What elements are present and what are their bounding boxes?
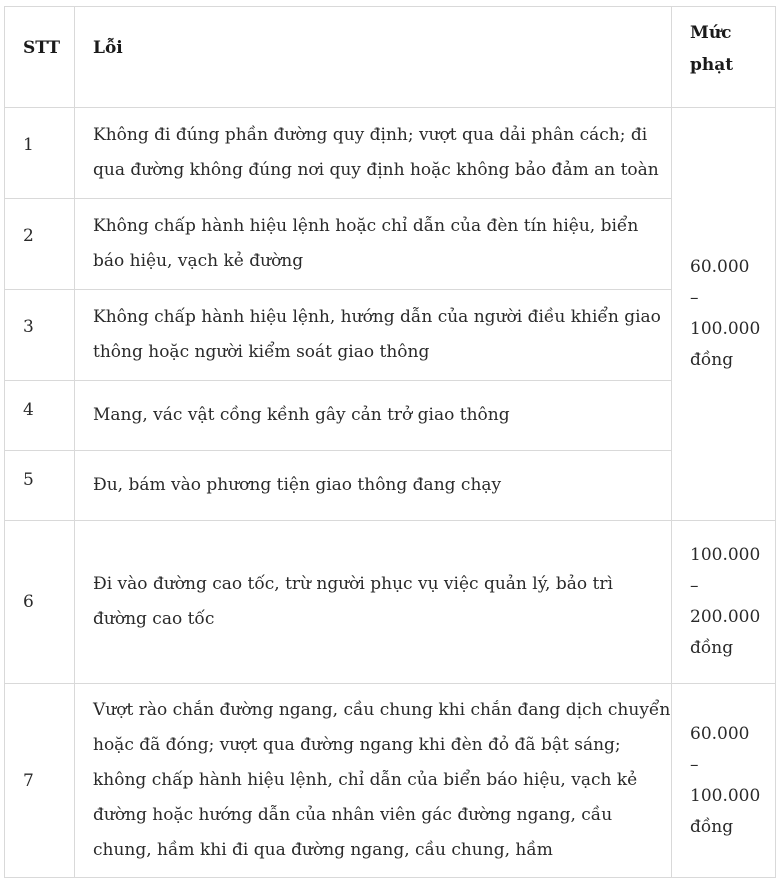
table-row xyxy=(5,290,776,381)
row-fine-group xyxy=(672,108,776,521)
row-loi-line: không chấp hành hiệu lệnh, chỉ dẫn của biển báo hiệu, vạch kẻ xyxy=(93,770,638,790)
table-row xyxy=(5,381,776,451)
fine-line: 60.000 xyxy=(690,257,750,277)
row-loi xyxy=(75,108,672,199)
fine-line: đồng xyxy=(690,816,734,837)
fine-line: 100.000 xyxy=(690,545,761,565)
row-loi xyxy=(75,451,672,521)
row-loi-line: Đu, bám vào phương tiện giao thông đang chạy xyxy=(93,475,502,495)
row-loi xyxy=(75,199,672,290)
row-loi-line: Đi vào đường cao tốc, trừ người phục vụ việc quản lý, bảo trì xyxy=(93,574,613,594)
row-stt: 3 xyxy=(5,290,75,381)
fine-line: 100.000 xyxy=(690,785,761,806)
fine-line: 200.000 xyxy=(690,607,761,627)
row-loi-line: hoặc đã đóng; vượt qua đường ngang khi đèn đỏ đã bật sáng; xyxy=(93,735,621,755)
row-loi-line: đường cao tốc xyxy=(93,609,215,629)
fine-line: 100.000 xyxy=(690,319,761,339)
row-stt: 6 xyxy=(5,521,75,684)
row-stt: 2 xyxy=(5,199,75,290)
fine-line: – xyxy=(690,288,699,308)
fine-line: – xyxy=(690,754,699,775)
row-stt: 7 xyxy=(5,684,75,878)
row-loi-line: chung, hầm khi đi qua đường ngang, cầu chung, hầm xyxy=(93,840,553,860)
fine-line: đồng xyxy=(690,350,734,370)
table-row xyxy=(5,199,776,290)
row-loi xyxy=(75,381,672,451)
row-loi-line: báo hiệu, vạch kẻ đường xyxy=(93,251,304,271)
header-stt: STT xyxy=(5,7,75,108)
row-stt: 5 xyxy=(5,451,75,521)
row-loi xyxy=(75,290,672,381)
table-row xyxy=(5,451,776,521)
table-row xyxy=(5,684,776,878)
row-loi-line: Không đi đúng phần đường quy định; vượt qua dải phân cách; đi xyxy=(93,125,648,145)
row-loi-line: đường hoặc hướng dẫn của nhân viên gác đường ngang, cầu xyxy=(93,805,613,825)
row-loi-line: Không chấp hành hiệu lệnh, hướng dẫn của người điều khiển giao xyxy=(93,307,661,327)
fine-line: – xyxy=(690,576,699,596)
table-row xyxy=(5,108,776,199)
header-row xyxy=(5,7,776,108)
row-loi-line: thông hoặc người kiểm soát giao thông xyxy=(93,342,430,362)
row-loi-line: qua đường không đúng nơi quy định hoặc không bảo đảm an toàn xyxy=(93,160,659,180)
fine-line: đồng xyxy=(690,638,734,658)
header-muc-phat-line: Mức xyxy=(690,23,732,43)
violation-fine-table xyxy=(4,6,776,878)
row-loi xyxy=(75,684,672,878)
row-loi-line: Vượt rào chắn đường ngang, cầu chung khi chắn đang dịch chuyển xyxy=(93,700,671,720)
row-loi xyxy=(75,521,672,684)
row-stt: 4 xyxy=(5,381,75,451)
row-fine xyxy=(672,684,776,878)
table-row xyxy=(5,521,776,684)
row-loi-line: Mang, vác vật cồng kềnh gây cản trở giao thông xyxy=(93,405,510,425)
header-muc-phat-line: phạt xyxy=(690,55,734,75)
row-stt: 1 xyxy=(5,108,75,199)
header-loi: Lỗi xyxy=(75,7,672,108)
row-loi-line: Không chấp hành hiệu lệnh hoặc chỉ dẫn của đèn tín hiệu, biển xyxy=(93,216,639,236)
header-muc-phat xyxy=(672,7,776,108)
row-fine xyxy=(672,521,776,684)
fine-line: 60.000 xyxy=(690,723,750,744)
